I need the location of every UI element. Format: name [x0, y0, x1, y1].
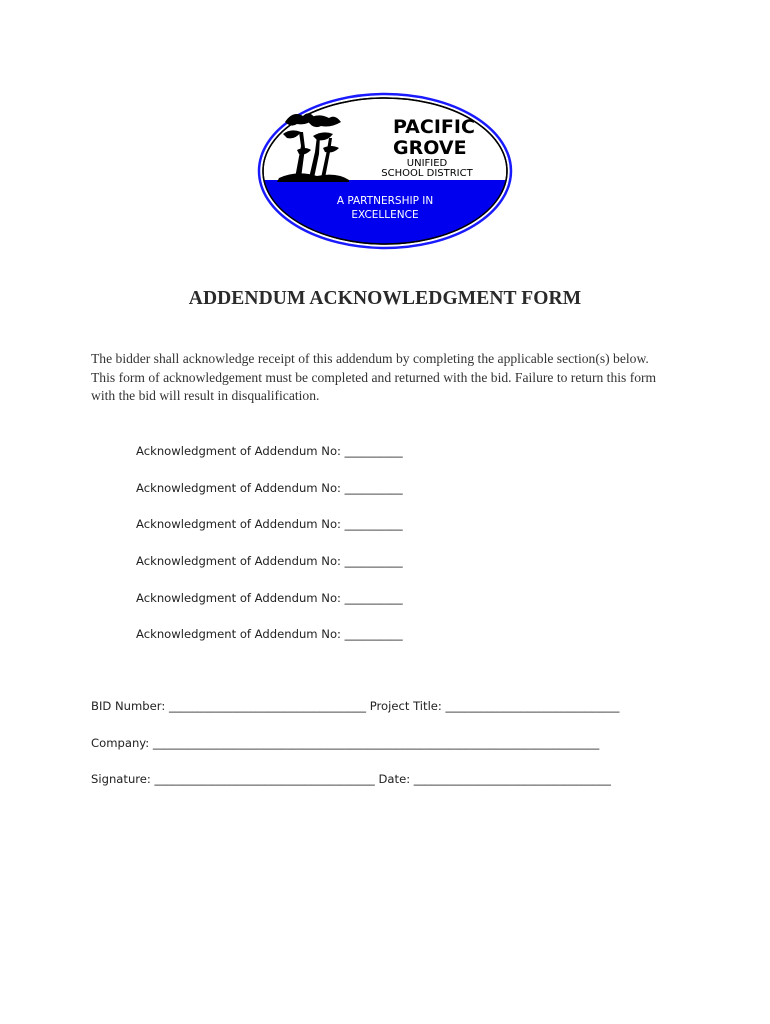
logo-line1: PACIFIC	[393, 116, 475, 138]
logo-line4: SCHOOL DISTRICT	[381, 168, 473, 179]
form-title: ADDENDUM ACKNOWLEDGMENT FORM	[188, 288, 582, 309]
signature-date-field[interactable]: Signature: ______________________________________ Date: __________________________________	[91, 772, 611, 786]
company-field[interactable]: Company: _____________________________________________________________________________	[91, 736, 600, 750]
addendum-ack-field-2[interactable]: Acknowledgment of Addendum No: __________	[136, 481, 403, 495]
addendum-ack-field-6[interactable]: Acknowledgment of Addendum No: __________	[136, 627, 403, 641]
addendum-ack-field-5[interactable]: Acknowledgment of Addendum No: __________	[136, 591, 403, 605]
addendum-ack-field-3[interactable]: Acknowledgment of Addendum No: __________	[136, 517, 403, 531]
intro-line: The bidder shall acknowledge receipt of this addendum by completing the applicable section(s) below.	[91, 351, 649, 366]
intro-paragraph	[91, 350, 691, 406]
intro-line: This form of acknowledgement must be completed and returned with the bid. Failure to return this form	[91, 369, 657, 385]
logo-line2: GROVE	[393, 137, 467, 159]
addendum-ack-field-4[interactable]: Acknowledgment of Addendum No: __________	[136, 554, 403, 568]
logo-line3: UNIFIED	[406, 158, 448, 169]
intro-line: with the bid will result in disqualification.	[91, 388, 320, 403]
bid-number-project-title-field[interactable]: BID Number: __________________________________ Project Title: ______________________________	[91, 699, 620, 713]
logo-tagline2: EXCELLENCE	[351, 209, 419, 221]
pacific-grove-usd-logo	[257, 92, 513, 250]
addendum-ack-field-1[interactable]: Acknowledgment of Addendum No: __________	[136, 444, 403, 458]
logo-tagline1: A PARTNERSHIP IN	[336, 195, 434, 207]
